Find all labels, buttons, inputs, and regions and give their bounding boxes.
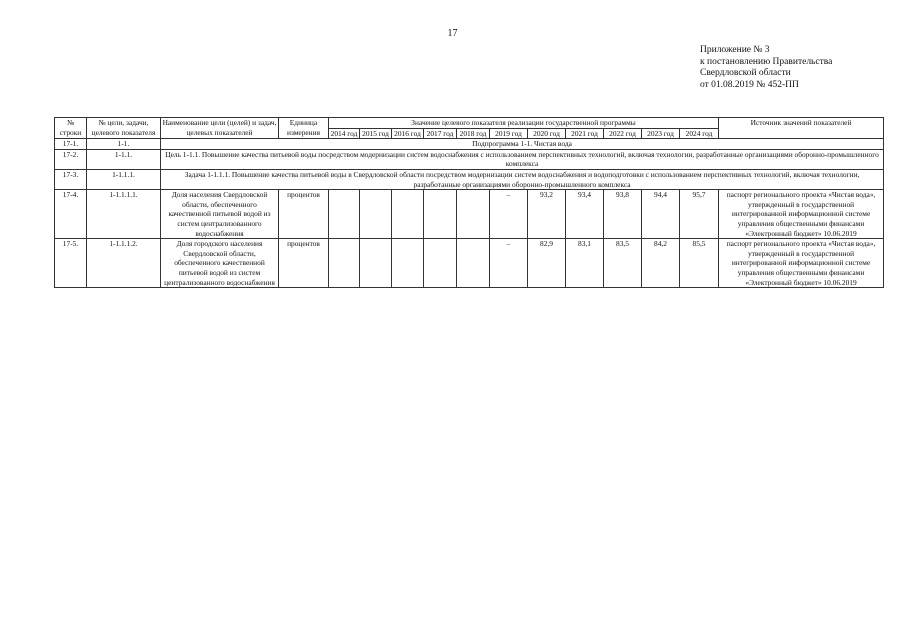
indicator-name: Доля населения Свердловской области, обеспеченного качественной питьевой водой из систем централизованного водоснабжения: [161, 190, 279, 239]
row-no: 17-4.: [55, 190, 87, 239]
indicator-value: 93,2: [528, 190, 566, 239]
table-row: [55, 239, 884, 288]
appendix-line: к постановлению Правительства: [700, 56, 833, 67]
header-year: 2021 год: [566, 128, 604, 139]
indicator-source: паспорт регионального проекта «Чистая вода», утвержденный в государственной интегрированной информационной системе управления общественными финансами «Электронный бюджет» 10.06.2019: [719, 190, 884, 239]
indicator-value: [392, 190, 424, 239]
indicator-value: [424, 239, 457, 288]
header-year: 2014 год: [329, 128, 360, 139]
row-code: 1-1.1.1.: [87, 169, 161, 189]
indicator-value: 83,5: [604, 239, 642, 288]
indicator-value: –: [490, 190, 528, 239]
task-text: Задача 1-1.1.1. Повышение качества питьевой воды в Свердловской области посредством модернизации систем водоснабжения и водоподготовки с использованием перспективных технологий, включая технологии, разработанные организациями оборонно-промышленного комплекса: [161, 169, 884, 189]
header-year: 2019 год: [490, 128, 528, 139]
indicator-value: 85,5: [680, 239, 719, 288]
indicator-value: [457, 239, 490, 288]
header-goal-no: № цели, задачи, целевого показателя: [87, 118, 161, 139]
header-year: 2015 год: [360, 128, 392, 139]
indicators-table: [54, 117, 884, 288]
table-row: [55, 149, 884, 169]
indicator-value: [457, 190, 490, 239]
subprogram-title: Подпрограмма 1-1. Чистая вода: [161, 139, 884, 150]
row-code: 1-1.1.: [87, 149, 161, 169]
header-year: 2016 год: [392, 128, 424, 139]
table-row: [55, 139, 884, 150]
indicator-unit: процентов: [279, 190, 329, 239]
indicator-value: 93,4: [566, 190, 604, 239]
row-no: 17-2.: [55, 149, 87, 169]
table-header-row: [55, 118, 884, 129]
indicator-value: [360, 239, 392, 288]
indicator-value: 95,7: [680, 190, 719, 239]
header-values-group: Значение целевого показателя реализации государственной программы: [329, 118, 719, 129]
indicator-value: 84,2: [642, 239, 680, 288]
header-year: 2020 год: [528, 128, 566, 139]
indicator-value: 83,1: [566, 239, 604, 288]
appendix-line: Свердловской области: [700, 68, 791, 78]
goal-text: Цель 1-1.1. Повышение качества питьевой воды посредством модернизации систем водоснабжения с использованием перспективных технологий, включая технологии, разработанные организациями оборонно-промышленного комплекса: [161, 149, 884, 169]
indicator-value: –: [490, 239, 528, 288]
row-code: 1-1.: [87, 139, 161, 150]
row-code: 1-1.1.1.1.: [87, 190, 161, 239]
page-number: 17: [447, 28, 458, 39]
indicator-name: Доля городского населения Свердловской области, обеспеченного качественной питьевой водой из систем централизованного водоснабжения: [161, 239, 279, 288]
indicator-value: [329, 239, 360, 288]
table-row: [55, 169, 884, 189]
appendix-line: от 01.08.2019 № 452-ПП: [700, 79, 799, 90]
indicator-unit: процентов: [279, 239, 329, 288]
row-no: 17-1.: [55, 139, 87, 150]
indicator-value: [392, 239, 424, 288]
appendix-header: [700, 45, 832, 91]
indicator-value: 93,8: [604, 190, 642, 239]
header-year: 2017 год: [424, 128, 457, 139]
row-no: 17-5.: [55, 239, 87, 288]
header-source: Источник значений показателей: [719, 118, 884, 139]
indicator-value: 82,9: [528, 239, 566, 288]
header-unit: Единица измерения: [279, 118, 329, 139]
indicator-value: [360, 190, 392, 239]
indicator-value: 94,4: [642, 190, 680, 239]
header-year: 2023 год: [642, 128, 680, 139]
header-year: 2024 год: [680, 128, 719, 139]
indicator-value: [424, 190, 457, 239]
row-no: 17-3.: [55, 169, 87, 189]
header-name: Наименование цели (целей) и задач, целевых показателей: [161, 118, 279, 139]
appendix-line: Приложение № 3: [700, 45, 770, 55]
header-year: 2018 год: [457, 128, 490, 139]
indicator-value: [329, 190, 360, 239]
indicator-source: паспорт регионального проекта «Чистая вода», утвержденный в государственной интегрированной информационной системе управления общественными финансами «Электронный бюджет» 10.06.2019: [719, 239, 884, 288]
row-code: 1-1.1.1.2.: [87, 239, 161, 288]
table-row: [55, 190, 884, 239]
header-row-no: № строки: [55, 118, 87, 139]
header-year: 2022 год: [604, 128, 642, 139]
